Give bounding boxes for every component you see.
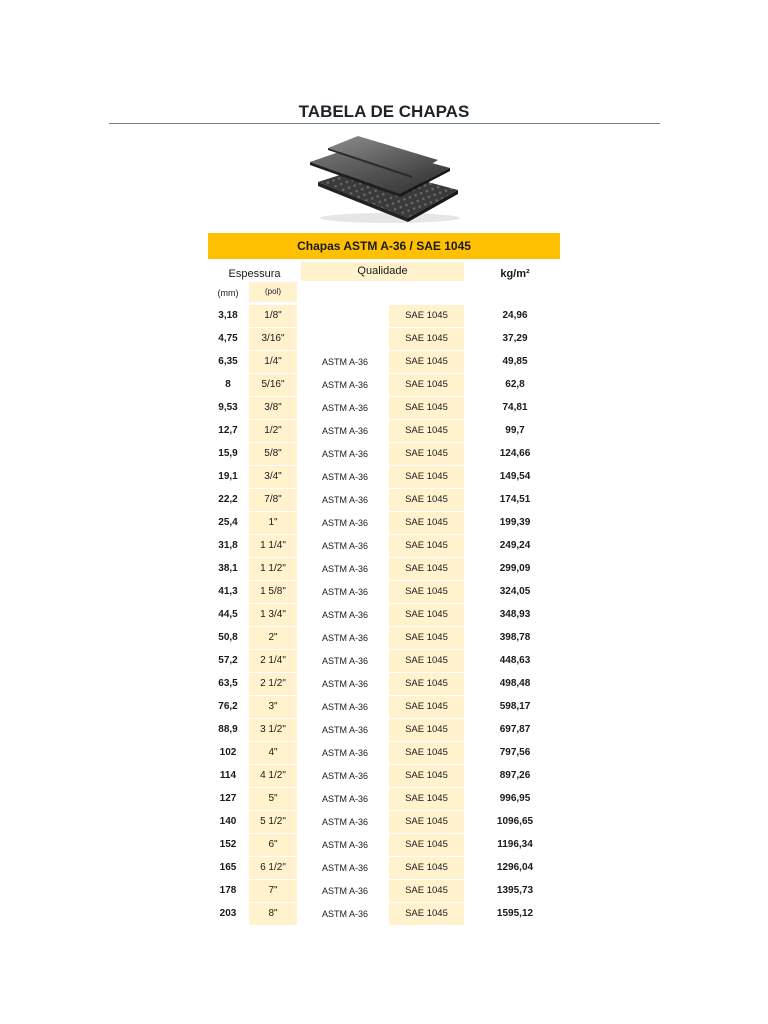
mm-cell: 19,1 xyxy=(218,471,238,482)
mm-cell: 165 xyxy=(219,862,237,873)
mm-cell: 102 xyxy=(219,747,237,758)
header-pol-cell xyxy=(249,282,297,302)
astm-cell xyxy=(301,328,389,350)
kg-cell: 598,17 xyxy=(499,701,531,712)
header-kg: kg/m² xyxy=(500,268,530,280)
astm-cell: ASTM A-36 xyxy=(321,656,368,666)
kg-cell: 498,48 xyxy=(499,678,531,689)
pol-cell: 3/4" xyxy=(249,466,297,488)
astm-cell: ASTM A-36 xyxy=(321,771,368,781)
sae-cell: SAE 1045 xyxy=(389,374,464,396)
mm-cell: 22,2 xyxy=(218,494,238,505)
mm-cell: 178 xyxy=(219,885,237,896)
sae-cell: SAE 1045 xyxy=(389,535,464,557)
pol-cell: 2 1/4" xyxy=(249,650,297,672)
mm-cell: 127 xyxy=(219,793,237,804)
sae-cell: SAE 1045 xyxy=(389,857,464,879)
sae-cell: SAE 1045 xyxy=(389,650,464,672)
pol-cell: 4 1/2" xyxy=(249,765,297,787)
sae-cell: SAE 1045 xyxy=(389,351,464,373)
kg-cell: 174,51 xyxy=(499,494,531,505)
pol-cell: 3/8" xyxy=(249,397,297,419)
table-row xyxy=(0,696,768,719)
sae-cell: SAE 1045 xyxy=(389,328,464,350)
page-title: TABELA DE CHAPAS xyxy=(298,102,470,121)
table-row xyxy=(0,466,768,489)
pol-cell: 2 1/2" xyxy=(249,673,297,695)
table-row xyxy=(0,581,768,604)
astm-cell: ASTM A-36 xyxy=(321,472,368,482)
kg-cell: 797,56 xyxy=(499,747,531,758)
pol-cell: 1/4" xyxy=(249,351,297,373)
pol-cell: 2" xyxy=(249,627,297,649)
table-row xyxy=(0,328,768,351)
table-row xyxy=(0,834,768,857)
pol-cell: 3" xyxy=(249,696,297,718)
sae-cell: SAE 1045 xyxy=(389,742,464,764)
mm-cell: 114 xyxy=(219,770,237,781)
table-row xyxy=(0,443,768,466)
pol-cell: 4" xyxy=(249,742,297,764)
kg-cell: 1595,12 xyxy=(496,908,534,919)
pol-cell: 1 1/2" xyxy=(249,558,297,580)
astm-cell: ASTM A-36 xyxy=(321,449,368,459)
table-row xyxy=(0,880,768,903)
kg-cell: 324,05 xyxy=(499,586,531,597)
pol-cell: 8" xyxy=(249,903,297,925)
sae-cell: SAE 1045 xyxy=(389,673,464,695)
mm-cell: 12,7 xyxy=(218,425,238,436)
kg-cell: 49,85 xyxy=(502,356,528,367)
sae-cell: SAE 1045 xyxy=(389,880,464,902)
kg-cell: 1395,73 xyxy=(496,885,534,896)
astm-cell: ASTM A-36 xyxy=(321,495,368,505)
pol-cell: 3/16" xyxy=(249,328,297,350)
table-row xyxy=(0,627,768,650)
kg-cell: 1096,65 xyxy=(496,816,534,827)
kg-cell: 398,78 xyxy=(499,632,531,643)
astm-cell: ASTM A-36 xyxy=(321,357,368,367)
table-row xyxy=(0,857,768,880)
kg-cell: 124,66 xyxy=(499,448,531,459)
sae-cell: SAE 1045 xyxy=(389,558,464,580)
kg-cell: 199,39 xyxy=(499,517,531,528)
sae-cell: SAE 1045 xyxy=(389,305,464,327)
astm-cell: ASTM A-36 xyxy=(321,426,368,436)
mm-cell: 152 xyxy=(219,839,237,850)
sae-cell: SAE 1045 xyxy=(389,397,464,419)
sae-cell: SAE 1045 xyxy=(389,604,464,626)
table-row xyxy=(0,535,768,558)
table-row xyxy=(0,420,768,443)
table-row xyxy=(0,351,768,374)
kg-cell: 697,87 xyxy=(499,724,531,735)
table-row xyxy=(0,719,768,742)
pol-cell: 1 3/4" xyxy=(249,604,297,626)
sae-cell: SAE 1045 xyxy=(389,627,464,649)
astm-cell: ASTM A-36 xyxy=(321,702,368,712)
sae-cell: SAE 1045 xyxy=(389,834,464,856)
kg-cell: 299,09 xyxy=(499,563,531,574)
table-banner: Chapas ASTM A-36 / SAE 1045 xyxy=(208,233,560,259)
astm-cell: ASTM A-36 xyxy=(321,518,368,528)
astm-cell: ASTM A-36 xyxy=(321,610,368,620)
table-row xyxy=(0,604,768,627)
mm-cell: 15,9 xyxy=(218,448,238,459)
astm-cell: ASTM A-36 xyxy=(321,748,368,758)
kg-cell: 897,26 xyxy=(499,770,531,781)
mm-cell: 44,5 xyxy=(218,609,238,620)
sae-cell: SAE 1045 xyxy=(389,512,464,534)
astm-cell: ASTM A-36 xyxy=(321,679,368,689)
mm-cell: 203 xyxy=(219,908,237,919)
kg-cell: 24,96 xyxy=(502,310,528,321)
mm-cell: 50,8 xyxy=(218,632,238,643)
pol-cell: 5/16" xyxy=(249,374,297,396)
astm-cell: ASTM A-36 xyxy=(321,587,368,597)
table-row xyxy=(0,788,768,811)
sae-cell: SAE 1045 xyxy=(389,788,464,810)
mm-cell: 38,1 xyxy=(218,563,238,574)
kg-cell: 37,29 xyxy=(502,333,528,344)
kg-cell: 348,93 xyxy=(499,609,531,620)
pol-cell: 7" xyxy=(249,880,297,902)
sae-cell: SAE 1045 xyxy=(389,443,464,465)
astm-cell: ASTM A-36 xyxy=(321,380,368,390)
kg-cell: 996,95 xyxy=(499,793,531,804)
steel-plates-icon xyxy=(300,132,464,224)
table-row xyxy=(0,489,768,512)
table-row xyxy=(0,397,768,420)
astm-cell: ASTM A-36 xyxy=(321,541,368,551)
pol-cell: 1" xyxy=(249,512,297,534)
table-row xyxy=(0,811,768,834)
mm-cell: 3,18 xyxy=(218,310,238,321)
sae-cell: SAE 1045 xyxy=(389,696,464,718)
astm-cell: ASTM A-36 xyxy=(321,840,368,850)
table-row xyxy=(0,305,768,328)
astm-cell: ASTM A-36 xyxy=(321,909,368,919)
kg-cell: 1296,04 xyxy=(496,862,534,873)
astm-cell: ASTM A-36 xyxy=(321,794,368,804)
sae-cell: SAE 1045 xyxy=(389,581,464,603)
astm-cell: ASTM A-36 xyxy=(321,633,368,643)
title-divider xyxy=(109,123,660,124)
astm-cell: ASTM A-36 xyxy=(321,886,368,896)
mm-cell: 57,2 xyxy=(218,655,238,666)
header-qualidade: Qualidade xyxy=(301,262,464,281)
table-row xyxy=(0,558,768,581)
kg-cell: 74,81 xyxy=(502,402,528,413)
sae-cell: SAE 1045 xyxy=(389,466,464,488)
sae-cell: SAE 1045 xyxy=(389,420,464,442)
table-row xyxy=(0,903,768,926)
table-row xyxy=(0,765,768,788)
pol-cell: 5/8" xyxy=(249,443,297,465)
pol-cell: 1/2" xyxy=(249,420,297,442)
kg-cell: 99,7 xyxy=(505,425,525,436)
astm-cell: ASTM A-36 xyxy=(321,863,368,873)
table-row xyxy=(0,742,768,765)
sae-cell: SAE 1045 xyxy=(389,765,464,787)
pol-cell: 3 1/2" xyxy=(249,719,297,741)
astm-cell: ASTM A-36 xyxy=(321,725,368,735)
table-row xyxy=(0,512,768,535)
mm-cell: 140 xyxy=(219,816,237,827)
header-pol: (pol) xyxy=(264,287,281,296)
pol-cell: 1 5/8" xyxy=(249,581,297,603)
table-row xyxy=(0,650,768,673)
astm-cell: ASTM A-36 xyxy=(321,817,368,827)
astm-cell: ASTM A-36 xyxy=(321,564,368,574)
kg-cell: 249,24 xyxy=(499,540,531,551)
sae-cell: SAE 1045 xyxy=(389,903,464,925)
pol-cell: 5 1/2" xyxy=(249,811,297,833)
mm-cell: 41,3 xyxy=(218,586,238,597)
mm-cell: 88,9 xyxy=(218,724,238,735)
mm-cell: 31,8 xyxy=(218,540,238,551)
pol-cell: 1/8" xyxy=(249,305,297,327)
pol-cell: 7/8" xyxy=(249,489,297,511)
kg-cell: 448,63 xyxy=(499,655,531,666)
sae-cell: SAE 1045 xyxy=(389,489,464,511)
mm-cell: 8 xyxy=(225,379,231,390)
sae-cell: SAE 1045 xyxy=(389,719,464,741)
kg-cell: 62,8 xyxy=(505,379,525,390)
mm-cell: 76,2 xyxy=(218,701,238,712)
header-mm: (mm) xyxy=(217,288,239,298)
header-espessura: Espessura xyxy=(228,268,281,280)
pol-cell: 6" xyxy=(249,834,297,856)
sae-cell: SAE 1045 xyxy=(389,811,464,833)
mm-cell: 4,75 xyxy=(218,333,238,344)
pol-cell: 6 1/2" xyxy=(249,857,297,879)
table-row xyxy=(0,673,768,696)
mm-cell: 25,4 xyxy=(218,517,238,528)
mm-cell: 9,53 xyxy=(218,402,238,413)
astm-cell: ASTM A-36 xyxy=(321,403,368,413)
kg-cell: 149,54 xyxy=(499,471,531,482)
mm-cell: 63,5 xyxy=(218,678,238,689)
table-row xyxy=(0,374,768,397)
mm-cell: 6,35 xyxy=(218,356,238,367)
kg-cell: 1196,34 xyxy=(497,839,533,850)
pol-cell: 1 1/4" xyxy=(249,535,297,557)
pol-cell: 5" xyxy=(249,788,297,810)
astm-cell xyxy=(301,305,389,327)
